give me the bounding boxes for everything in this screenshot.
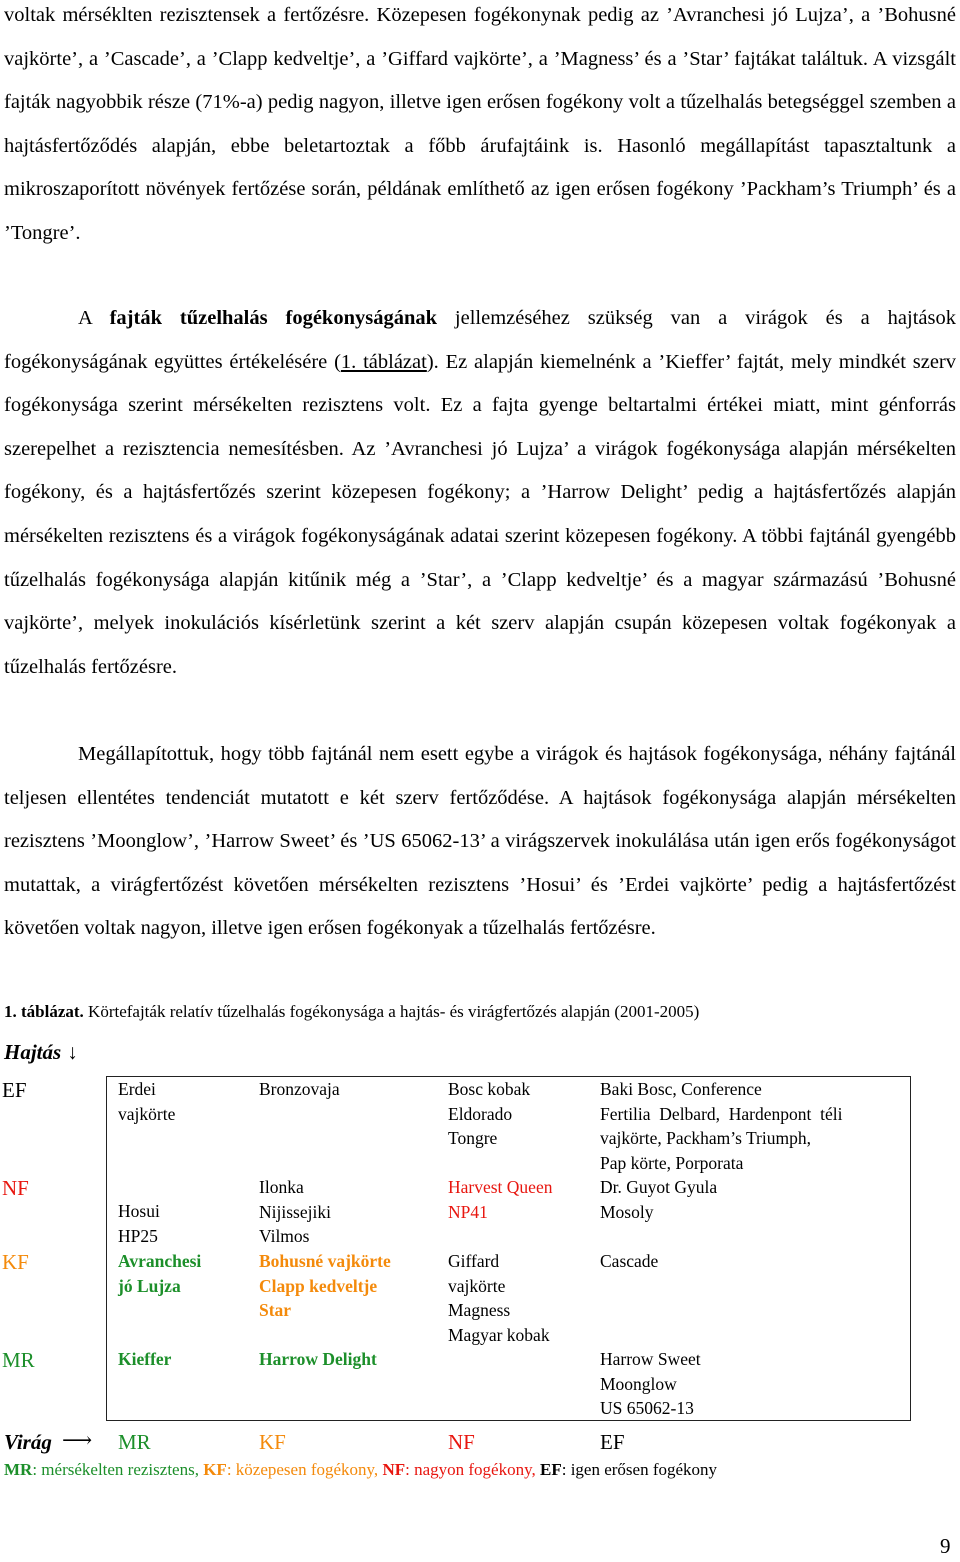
cell-line: jó Lujza <box>118 1275 181 1296</box>
cell-line: Eldorado <box>448 1103 513 1124</box>
cell-line: Avranchesi <box>118 1251 202 1271</box>
cell-ef-ef <box>600 1077 902 1175</box>
legend-abbr-mr: MR <box>4 1460 33 1479</box>
cell-line: Fertilia Delbard, Hardenpont téli <box>600 1103 843 1124</box>
cell-line: US 65062-13 <box>600 1398 694 1418</box>
cell-kf-ef <box>600 1249 658 1274</box>
cell-line: Ilonka <box>259 1177 304 1197</box>
legend-text-nf: : nagyon fogékony, <box>405 1460 540 1479</box>
legend-abbr-ef: EF <box>539 1460 562 1479</box>
cell-line: Bosc kobak <box>448 1079 531 1099</box>
paragraph-1: voltak mérséklten rezisztensek a fertőzésre. Közepesen fogékonynak pedig az ’Avranchesi jó Lujza’, a ’Bohusné vajkörte’, a ’Cascade’, a ’Clapp kedveltje’, a ’Giffard vajkörte’, a ’Magness’ és a ’Star’ fajtákat találtuk. A vizsgált fajták nagyobbik része (71%-a) pedig nagyon, illetve igen erősen fogékony volt a tűzelhalás betegséggel szemben a hajtásfertőződés alapján, ebbe beletartoztak a főbb árufajtáink is. Hasonló megállapítást tapasztaltunk a mikroszaporított növények fertőzése során, példának említhető az igen erősen fogékony ’Packham’s Triumph’ és a ’Tongre’. <box>4 4 956 244</box>
cell-line: Hosui <box>118 1201 160 1221</box>
cell-line: Vilmos <box>259 1226 310 1246</box>
row-label-nf: NF <box>2 1176 29 1200</box>
cell-line: Star <box>259 1300 292 1320</box>
col-label-mr: MR <box>118 1430 151 1454</box>
col-label-kf: KF <box>259 1430 286 1454</box>
cell-line: Bronzovaja <box>259 1079 340 1099</box>
cell-line: Mosoly <box>600 1201 654 1222</box>
table-reference-link[interactable]: 1. táblázat <box>340 350 427 373</box>
cell-line: Giffard <box>448 1251 500 1271</box>
cell-kf-kf <box>259 1249 391 1323</box>
flower-axis-label: Virág <box>4 1430 52 1454</box>
cell-mr-kf <box>259 1347 377 1372</box>
legend <box>4 1460 717 1480</box>
table-caption <box>4 1002 956 1022</box>
cell-line: Erdei <box>118 1079 156 1099</box>
cell-ef-nf <box>448 1077 530 1151</box>
legend-text-ef: : igen erősen fogékony <box>561 1460 718 1479</box>
cell-line: Moonglow <box>600 1373 677 1394</box>
cell-line: Harvest Queen <box>448 1177 553 1197</box>
row-label-mr: MR <box>2 1348 35 1372</box>
cell-line: Nijissejiki <box>259 1201 331 1222</box>
paragraph-2-tail: ). Ez alapján kiemelnénk a ’Kieffer’ fajtát, mely mindkét szerv fogékonysága szerint mérsékelten rezisztens volt. Ez a fajta gyenge beltartalmi értékei miatt, mint génforrás szerepelhet a rezisztencia nemesítésben. Az ’Avranchesi jó Lujza’ a virágok fogékonysága alapján mérsékelten fogékony, és a hajtásfertőzés szerint közepesen fogékony; a ’Harrow Delight’ pedig a hajtásfertőzés alapján mérsékelten rezisztens és a virágok fogékonyságának adatai szerint közepesen fogékony. A többi fajtánál gyengébb tűzelhalás fogékonysága alapján kitűnik még a ’Star’, a ’Clapp kedveltje’ és a magyar származású ’Bohusné vajkörte’, melyek inokulációs kísérletünk szerint a két szerv alapján csupán közepesen voltak fogékonyak a tűzelhalás fertőzésre. <box>4 350 956 678</box>
cell-kf-mr <box>118 1249 201 1298</box>
shoot-axis-text: Hajtás <box>4 1040 62 1064</box>
cell-nf-kf <box>259 1175 331 1249</box>
col-label-nf: NF <box>448 1430 475 1454</box>
cell-nf-nf <box>448 1175 552 1224</box>
cell-nf-ef <box>600 1175 717 1224</box>
paragraph-2 <box>4 297 956 689</box>
paragraph-2-bold: fajták tűzelhalás fogékonyságának <box>109 307 438 329</box>
col-label-ef: EF <box>600 1430 625 1454</box>
cell-line: Magness <box>448 1300 511 1320</box>
right-arrow-icon: ⟶ <box>62 1428 93 1452</box>
cell-line: HP25 <box>118 1225 158 1246</box>
cell-mr-mr <box>118 1347 171 1372</box>
cell-line: vajkörte <box>118 1103 176 1124</box>
row-label-kf: KF <box>2 1250 29 1274</box>
legend-abbr-nf: NF <box>382 1460 406 1479</box>
cell-line: Baki Bosc, Conference <box>600 1079 762 1099</box>
cell-line: Clapp kedveltje <box>259 1275 378 1296</box>
cell-kf-nf <box>448 1249 550 1347</box>
cell-line: Dr. Guyot Gyula <box>600 1177 718 1197</box>
page-number: 9 <box>940 1534 951 1558</box>
cell-ef-mr <box>118 1077 175 1126</box>
flower-axis <box>4 1430 904 1460</box>
cell-line: vajkörte, Packham’s Triumph, <box>600 1128 811 1148</box>
cell-line: Harrow Delight <box>259 1349 377 1369</box>
cell-ef-kf <box>259 1077 340 1102</box>
cell-mr-ef <box>600 1347 701 1421</box>
cell-line: Pap körte, Porporata <box>600 1152 744 1173</box>
table-caption-label: 1. táblázat. <box>4 1002 84 1021</box>
paragraph-3: Megállapítottuk, hogy több fajtánál nem esett egybe a virágok és hajtások fogékonysága, néhány fajtánál teljesen ellentétes tendenciát mutatott e két szerv fertőződése. A hajtások fogékonysága alapján mérsékelten rezisztens ’Moonglow’, ’Harrow Sweet’ és ’US 65062-13’ a virágszervek inokulálása után igen erős fogékonyságot mutattak, a virágfertőzést követően mérsékelten rezisztens ’Hosui’ és ’Erdei vajkörte’ pedig a hajtásfertőzést követően voltak nagyon, illetve igen erősen fogékonyak a tűzelhalás fertőzésre. <box>4 743 956 940</box>
shoot-axis-label <box>4 1040 78 1065</box>
paragraph-2-mid: jellemzéséhez szükség van a virágok és a hajtások fogékonyságának együttes értékelésére ( <box>4 307 956 373</box>
cell-line: Tongre <box>448 1128 498 1148</box>
down-arrow-icon: ↓ <box>67 1040 78 1064</box>
legend-abbr-kf: KF <box>203 1460 227 1479</box>
cell-line: NP41 <box>448 1201 488 1222</box>
legend-text-kf: : közepesen fogékony, <box>226 1460 383 1479</box>
cell-line: Magyar kobak <box>448 1324 550 1345</box>
cell-line: Cascade <box>600 1251 659 1271</box>
cell-line: Bohusné vajkörte <box>259 1251 391 1271</box>
paragraph-2-lead: A <box>78 307 110 329</box>
table-caption-text: Körtefajták relatív tűzelhalás fogékonysága a hajtás- és virágfertőzés alapján (2001-2005) <box>83 1002 700 1021</box>
cell-line: Harrow Sweet <box>600 1349 701 1369</box>
legend-text-mr: : mérsékelten rezisztens, <box>32 1460 204 1479</box>
cell-nf-mr <box>118 1199 160 1248</box>
row-label-ef: EF <box>2 1078 27 1102</box>
cell-line: Kieffer <box>118 1349 172 1369</box>
cell-line: vajkörte <box>448 1275 506 1296</box>
